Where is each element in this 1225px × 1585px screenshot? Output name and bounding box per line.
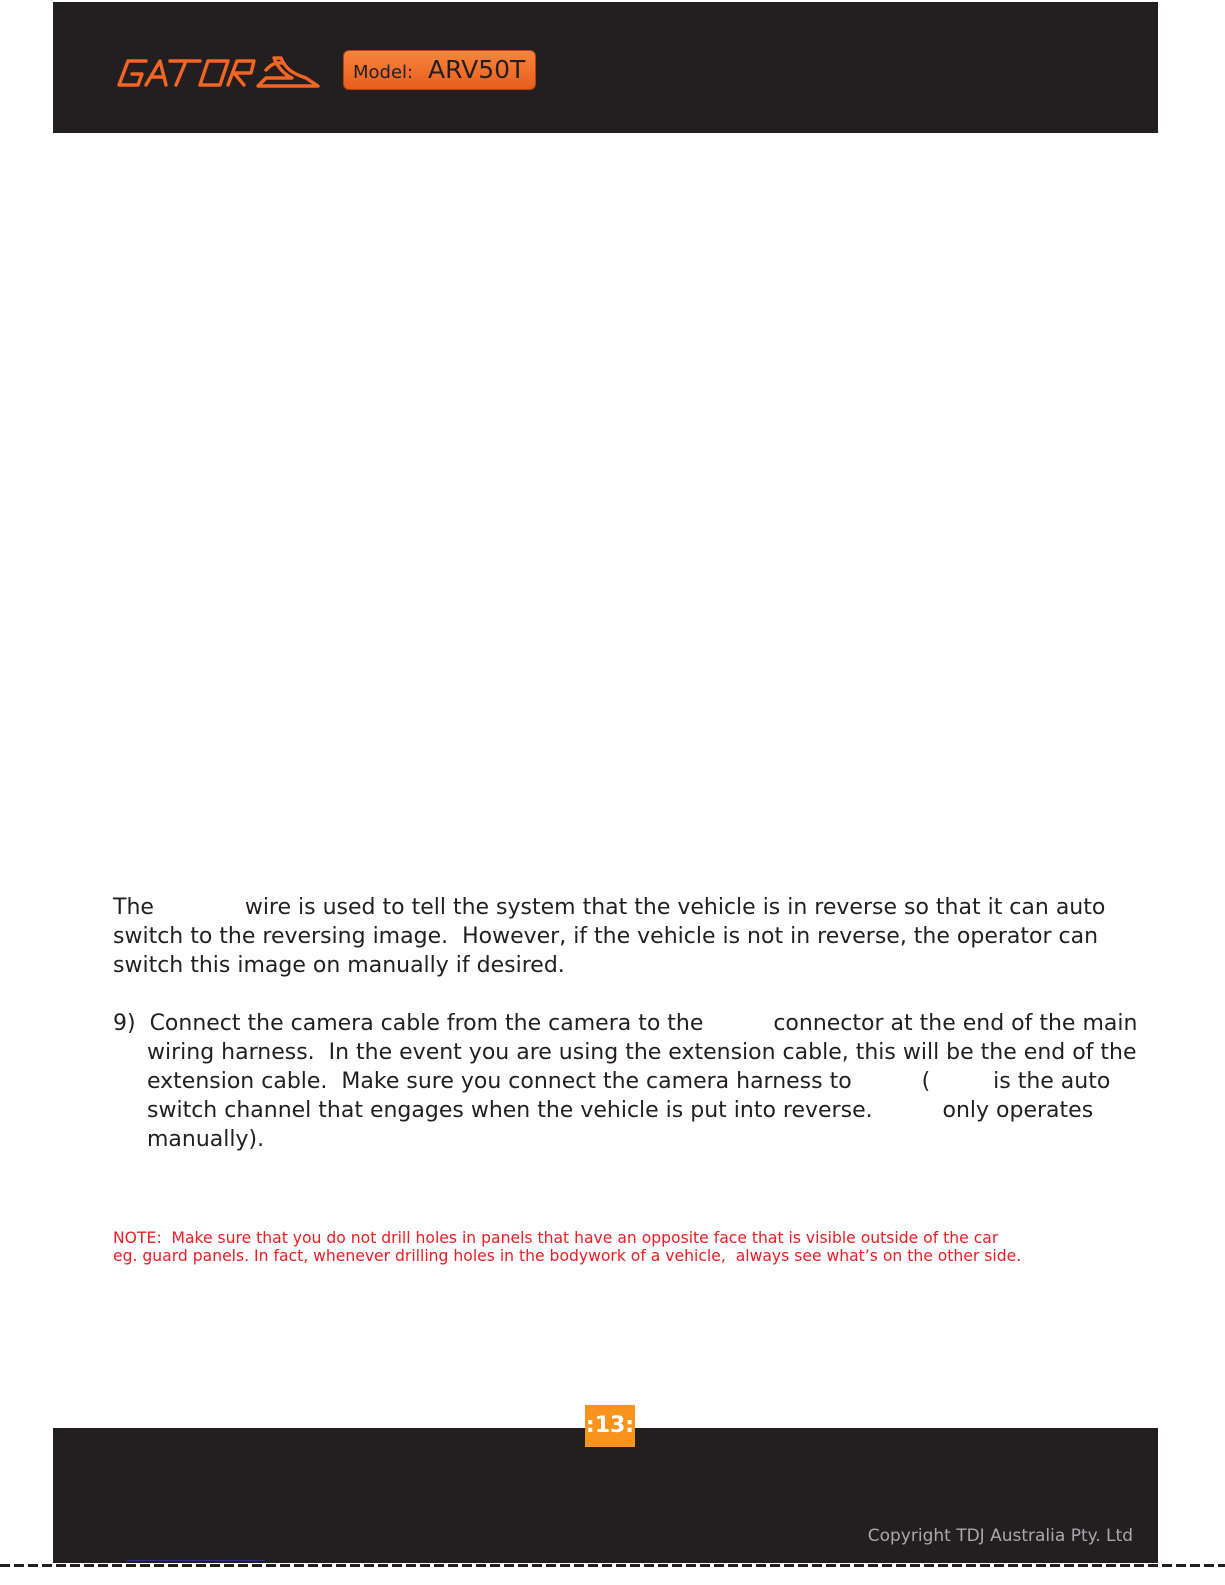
step-line: wiring harness. In the event you are using the extension cable, this will be the end of the bbox=[147, 1040, 1137, 1065]
step-line: extension cable. Make sure you connect the camera harness to ( is the auto bbox=[147, 1069, 1111, 1094]
copyright: Copyright TDJ Australia Pty. Ltd bbox=[867, 1526, 1133, 1546]
step-line: manually). bbox=[147, 1127, 265, 1152]
intro-line: The wire is used to tell the system that the vehicle is in reverse so that it can auto bbox=[113, 895, 1106, 920]
bottom-link-line bbox=[127, 1560, 265, 1561]
model-label: Model: bbox=[353, 62, 414, 83]
model-badge bbox=[343, 50, 536, 90]
intro-line: switch this image on manually if desired. bbox=[113, 953, 565, 978]
model-value: ARV50T bbox=[428, 55, 526, 84]
step-line: switch channel that engages when the vehicle is put into reverse. only operates bbox=[147, 1098, 1094, 1123]
intro-line: switch to the reversing image. However, if the vehicle is not in reverse, the operator can bbox=[113, 924, 1099, 949]
note-line: eg. guard panels. In fact, whenever drilling holes in the bodywork of a vehicle, always see what’s on the other side. bbox=[113, 1247, 1022, 1265]
page-number: :13: bbox=[585, 1405, 635, 1447]
bottom-dashed-border bbox=[0, 1564, 1225, 1567]
gator-logo bbox=[116, 52, 320, 92]
step-line: 9) Connect the camera cable from the camera to the connector at the end of the main bbox=[113, 1011, 1138, 1036]
note-line: NOTE: Make sure that you do not drill holes in panels that have an opposite face that is visible outside of the car bbox=[113, 1229, 999, 1247]
